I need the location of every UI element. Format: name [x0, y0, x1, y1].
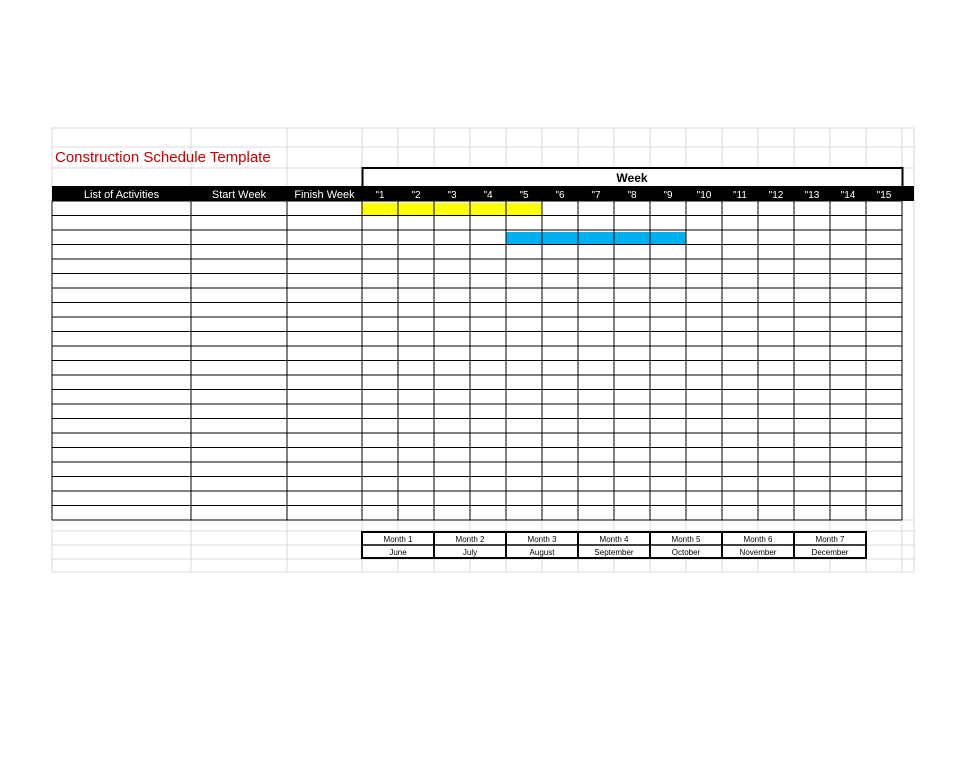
week-number-9: "9 [663, 190, 673, 201]
month-number-label: Month 2 [455, 535, 485, 544]
month-number-label: Month 5 [671, 535, 701, 544]
month-name-label: October [671, 548, 701, 557]
column-header-1: List of Activities [83, 189, 160, 201]
week-number-7: "7 [591, 190, 601, 201]
month-name-label: November [739, 548, 777, 557]
column-header-2: Start Week [211, 189, 267, 201]
week-number-15: "15 [876, 190, 892, 201]
document-title: Construction Schedule Template [55, 149, 271, 166]
schedule-bars [362, 203, 686, 245]
week-number-10: "10 [696, 190, 712, 201]
week-number-2: "2 [411, 190, 421, 201]
month-name-label: August [529, 548, 555, 557]
week-number-3: "3 [447, 190, 457, 201]
week-number-1: "1 [375, 190, 385, 201]
week-number-5: "5 [519, 190, 529, 201]
month-number-label: Month 1 [383, 535, 413, 544]
month-name-label: June [389, 548, 407, 557]
month-number-label: Month 3 [527, 535, 557, 544]
column-header-3: Finish Week [294, 189, 355, 201]
week-number-11: "11 [733, 190, 747, 201]
week-number-13: "13 [804, 190, 820, 201]
month-name-label: July [462, 548, 478, 557]
schedule-bar-2 [506, 232, 686, 245]
week-number-4: "4 [483, 190, 493, 201]
week-header [363, 168, 903, 187]
week-number-14: "14 [840, 190, 856, 201]
month-name-label: September [594, 548, 634, 557]
schedule-bar-1 [362, 203, 542, 216]
month-number-label: Month 6 [743, 535, 773, 544]
week-number-12: "12 [768, 190, 784, 201]
month-legend [362, 532, 866, 558]
month-number-label: Month 7 [815, 535, 845, 544]
week-header-label: Week [616, 171, 648, 185]
activity-rows [52, 201, 902, 520]
week-number-8: "8 [627, 190, 637, 201]
week-number-6: "6 [555, 190, 565, 201]
month-name-label: December [811, 548, 849, 557]
month-number-label: Month 4 [599, 535, 629, 544]
